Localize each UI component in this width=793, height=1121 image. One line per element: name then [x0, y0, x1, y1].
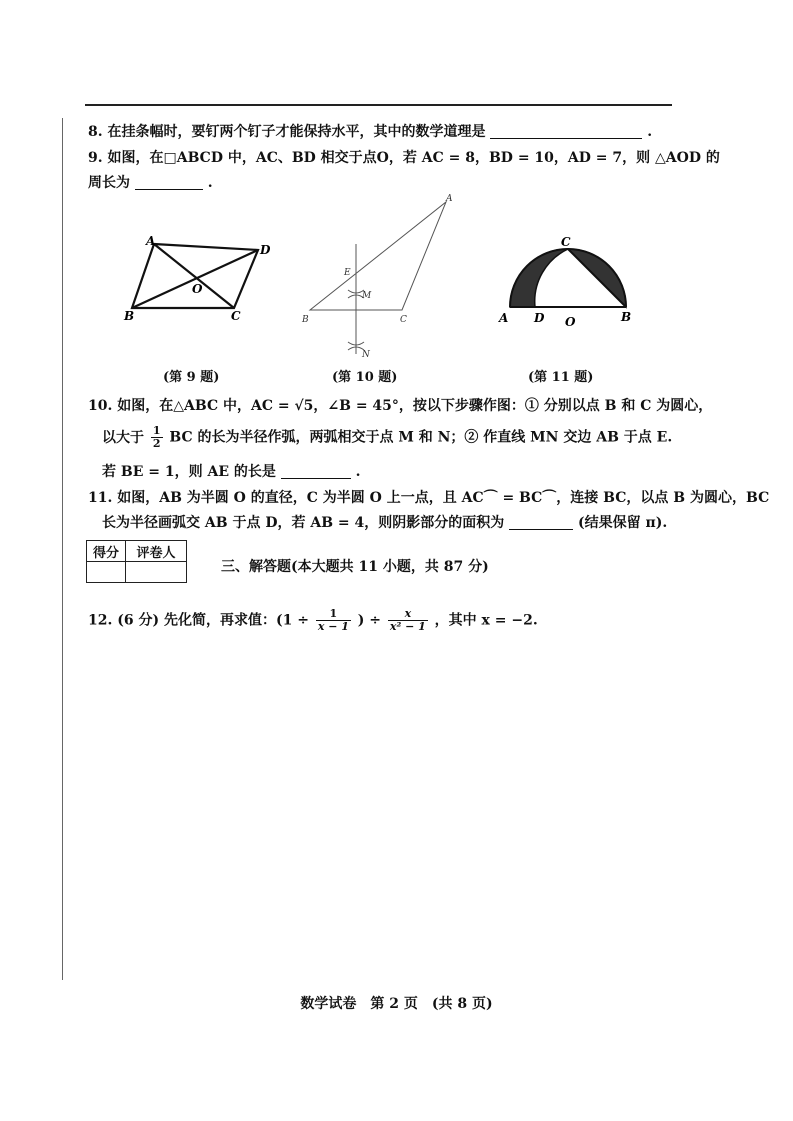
- question-10-line3: [88, 463, 361, 481]
- question-9-line1: 9. 如图，在□ABCD 中，AC、BD 相交于点O，若 AC = 8，BD = 10，AD = 7，则 △AOD 的: [88, 150, 720, 166]
- question-10-end: .: [355, 464, 361, 480]
- question-10-answer-blank[interactable]: [281, 464, 351, 479]
- question-11-line2-text: 长为半径画弧交 AB 于点 D，若 AB = 4，则阴影部分的面积为: [102, 515, 505, 531]
- figure-10-triangle: [300, 192, 460, 362]
- label-m: M: [362, 291, 372, 301]
- question-10-line3-text: 若 BE = 1，则 AE 的长是: [102, 464, 276, 480]
- figure-11-caption: (第 11 题): [528, 370, 594, 385]
- grader-cell[interactable]: [126, 562, 187, 583]
- label-d: D: [260, 243, 271, 257]
- label-c: C: [400, 315, 407, 325]
- question-9-line2-text: 周长为: [88, 175, 130, 191]
- question-12-mid: ) ÷: [357, 612, 382, 629]
- triangle-abc: [310, 202, 446, 310]
- fraction-1-over-x-minus-1: [316, 608, 351, 633]
- question-11-line2-end: (结果保留 π).: [578, 515, 668, 531]
- fraction-denominator: x² − 1: [389, 620, 426, 633]
- question-10-line2: [88, 425, 672, 450]
- score-header: 得分: [87, 541, 126, 562]
- label-b: B: [124, 309, 135, 323]
- left-margin-rule: [62, 118, 63, 980]
- diagonal-ac: [154, 244, 234, 308]
- top-rule: [85, 104, 672, 106]
- figure-9-caption: (第 9 题): [163, 370, 220, 385]
- label-n: N: [362, 350, 370, 360]
- figure-11-semicircle: [495, 232, 645, 332]
- question-12: [88, 608, 538, 633]
- fraction-numerator: 1: [316, 608, 351, 621]
- label-c: C: [231, 309, 241, 323]
- label-b: B: [302, 315, 309, 325]
- fraction-numerator: 1: [152, 424, 161, 437]
- fraction-numerator: x: [388, 608, 428, 621]
- label-d: D: [534, 311, 545, 325]
- question-8-end: .: [647, 124, 653, 140]
- question-10-line2-pre: 以大于: [102, 429, 144, 446]
- label-c: C: [561, 235, 571, 249]
- question-9-line2: [88, 174, 213, 192]
- question-8: [88, 123, 652, 141]
- grader-header: 评卷人: [126, 541, 187, 562]
- question-9-answer-blank[interactable]: [135, 175, 203, 190]
- label-o: O: [192, 282, 203, 296]
- question-11-line2: [88, 514, 667, 532]
- question-8-answer-blank[interactable]: [490, 124, 642, 139]
- diagonal-bd: [132, 250, 258, 308]
- score-cell[interactable]: [87, 562, 126, 583]
- question-8-text: 8. 在挂条幅时，要钉两个钉子才能保持水平，其中的数学道理是: [88, 124, 486, 140]
- label-o: O: [565, 315, 576, 329]
- fraction-x-over-x2-minus-1: [388, 608, 428, 633]
- label-a: A: [146, 234, 156, 248]
- question-10-line1: 10. 如图，在△ABC 中，AC = √5，∠B = 45°，按以下步骤作图：① 分别以点 B 和 C 为圆心，: [88, 398, 713, 414]
- question-10-line2-post: BC 的长为半径作弧，两弧相交于点 M 和 N；② 作直线 MN 交边 AB 于点 E.: [169, 429, 673, 446]
- fraction-one-half: [151, 425, 163, 450]
- question-11-answer-blank[interactable]: [509, 515, 573, 530]
- fraction-denominator: x − 1: [317, 620, 349, 633]
- figure-9-parallelogram: [120, 232, 280, 327]
- score-table: [86, 540, 187, 583]
- fraction-denominator: 2: [152, 437, 161, 450]
- page-footer: 数学试卷 第 2 页 (共 8 页): [300, 996, 493, 1012]
- question-12-pre: 12. (6 分) 先化简，再求值：(1 ÷: [88, 612, 309, 629]
- label-a: A: [499, 311, 509, 325]
- question-9-end: .: [207, 175, 213, 191]
- label-a: A: [446, 194, 453, 204]
- label-e: E: [344, 268, 351, 278]
- question-12-post: ，其中 x = −2.: [434, 612, 538, 629]
- question-11-line1: 11. 如图，AB 为半圆 O 的直径，C 为半圆 O 上一点，且 AC⌒ = BC⌒，连接 BC，以点 B 为圆心，BC: [88, 490, 770, 506]
- section-3-heading: 三、解答题(本大题共 11 小题，共 87 分): [221, 559, 489, 575]
- label-b: B: [621, 310, 632, 324]
- figure-10-caption: (第 10 题): [332, 370, 398, 385]
